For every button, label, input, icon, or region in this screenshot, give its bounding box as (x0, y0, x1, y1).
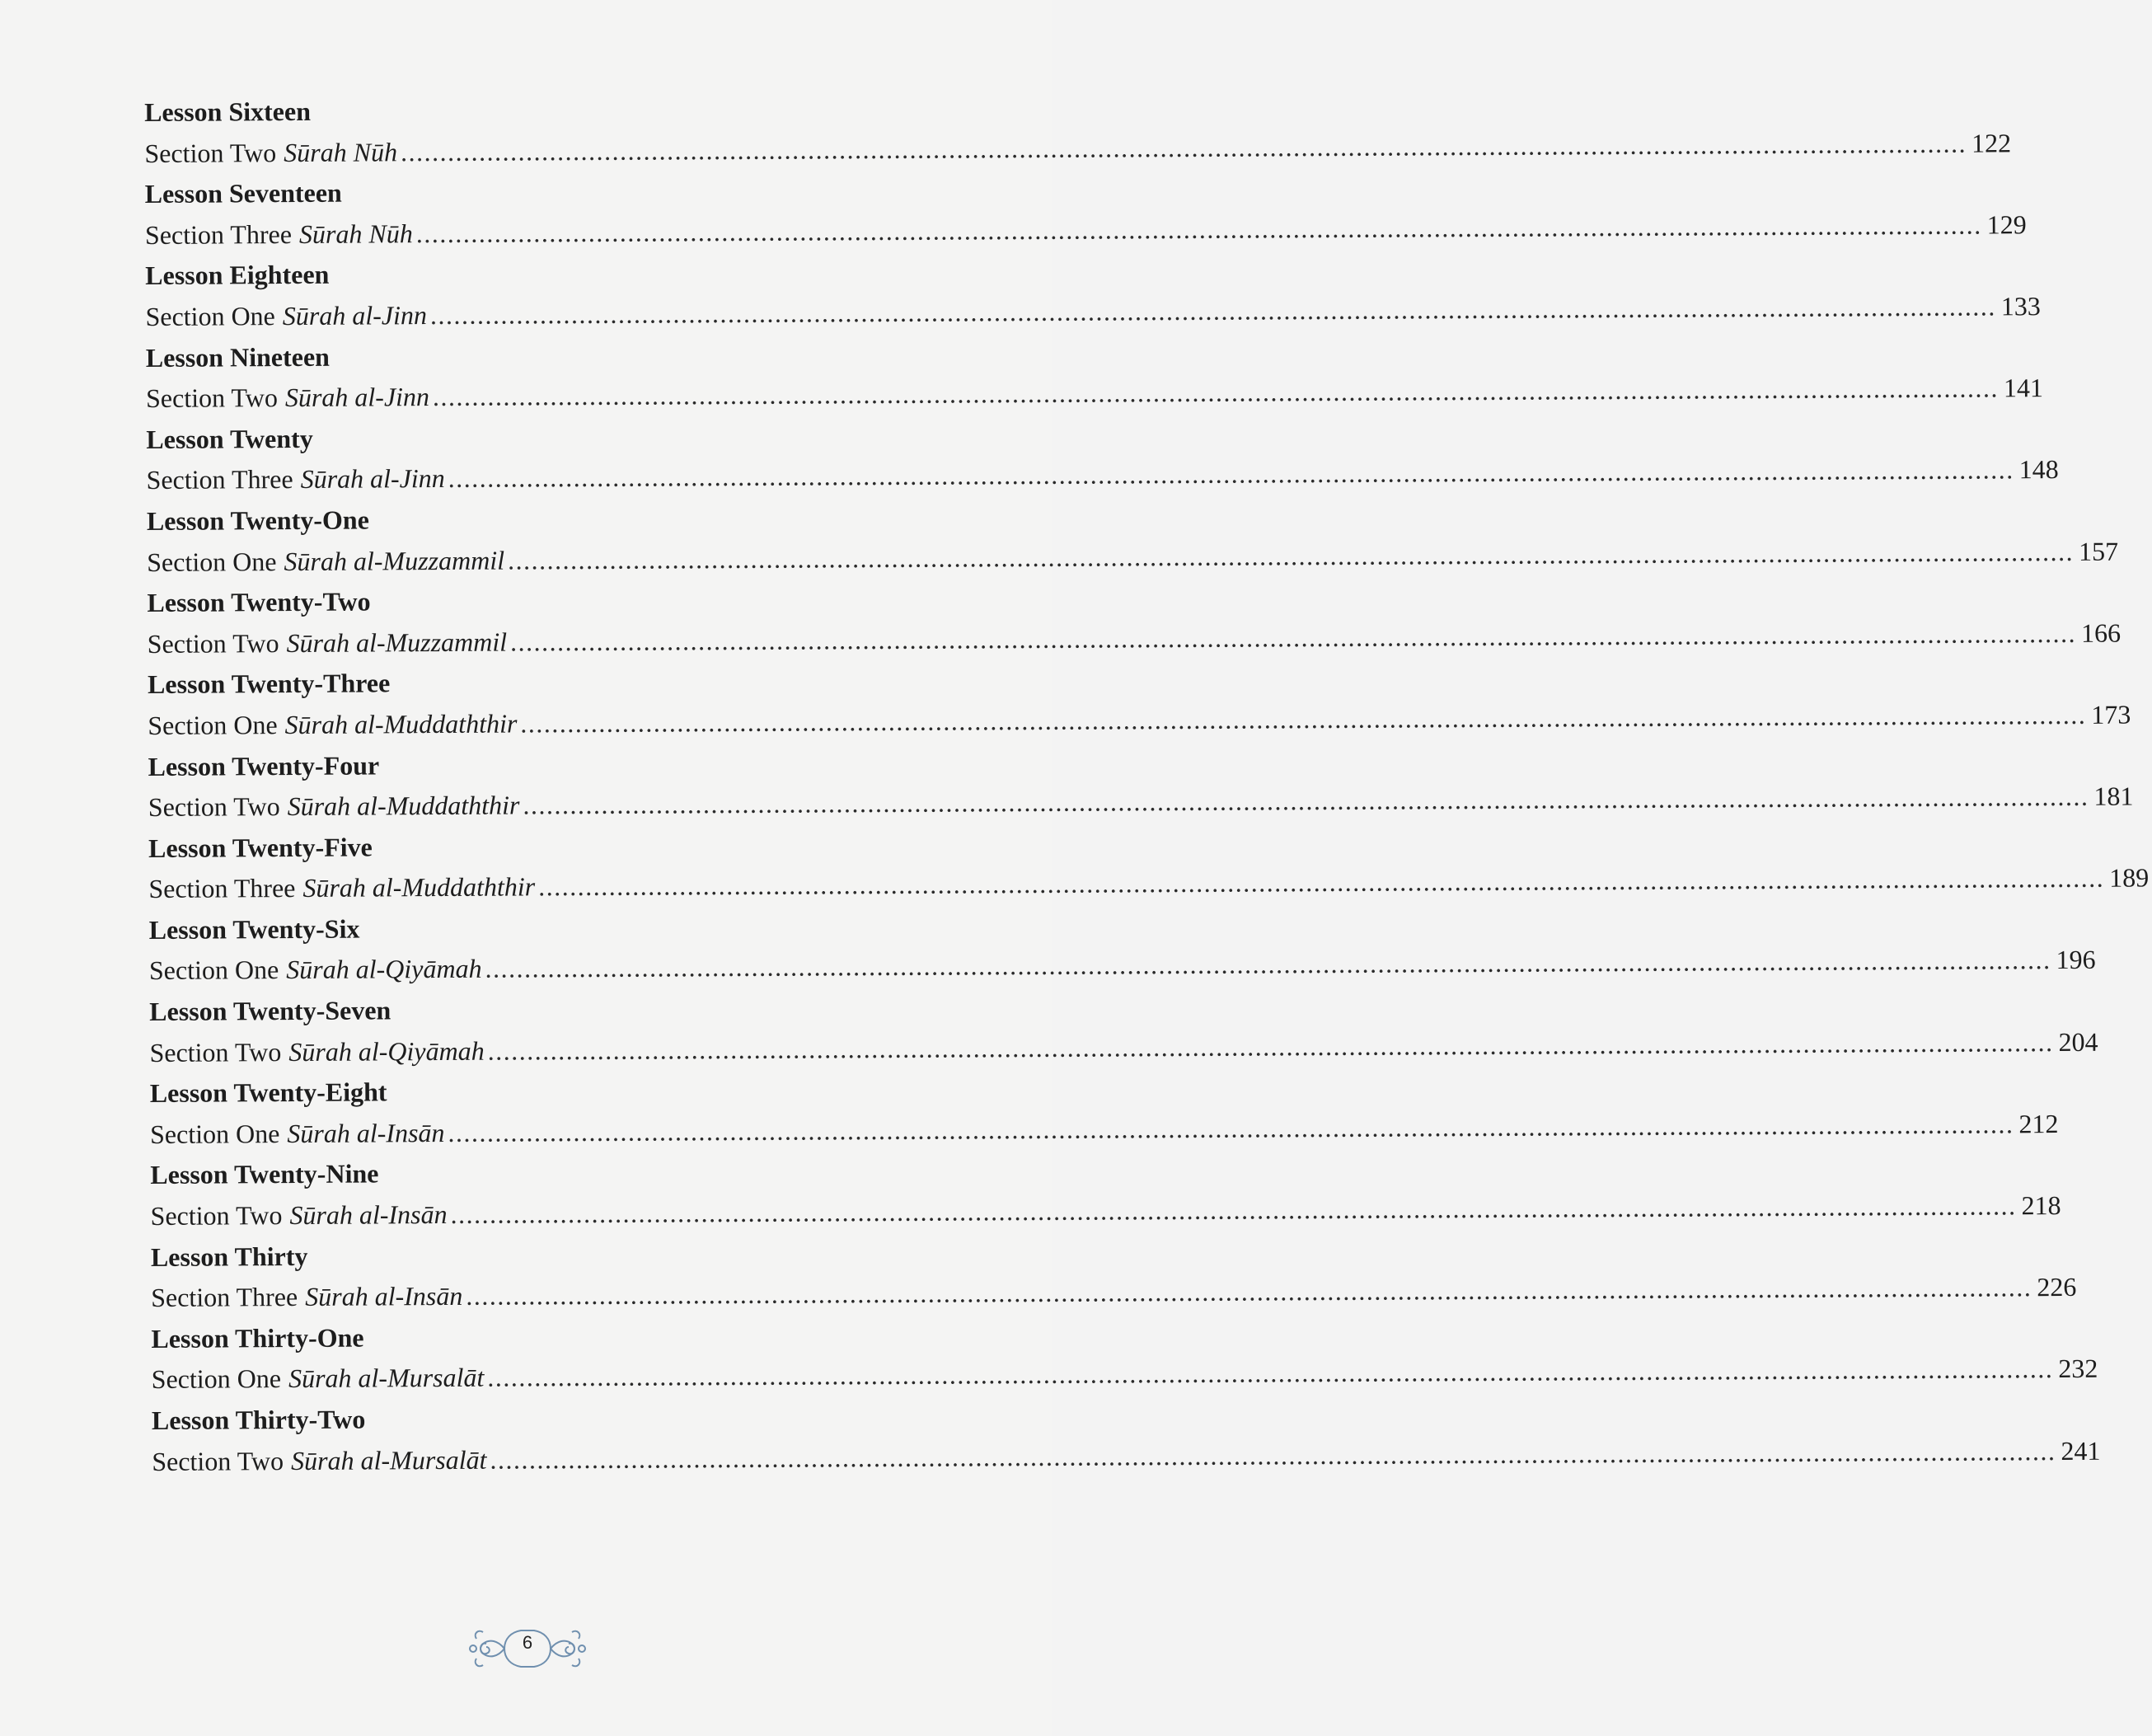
section-label: Section Three (146, 464, 293, 495)
lesson-title: Lesson Nineteen (145, 341, 331, 373)
page-reference: 129 (1986, 209, 2027, 240)
toc-entry (151, 1396, 2101, 1482)
section-label: Section Two (149, 1036, 282, 1067)
lesson-title: Lesson Twenty-Six (148, 913, 360, 945)
lesson-title: Lesson Twenty-Four (148, 749, 380, 781)
page-reference: 181 (2093, 781, 2134, 811)
dot-leader: ........................................................................................................................................................................................................ (448, 454, 2014, 494)
section-line[interactable] (145, 291, 2041, 338)
page-reference: 212 (2018, 1108, 2059, 1139)
surah-name: Sūrah al-Muddaththir (287, 790, 520, 822)
toc-entry (146, 497, 2119, 583)
page-reference: 148 (2018, 454, 2059, 485)
dot-leader: ........................................................................................................................................................................................................ (523, 781, 2089, 820)
section-line[interactable] (152, 1435, 2101, 1482)
section-label: Section One (148, 710, 278, 740)
page-reference: 196 (2056, 945, 2096, 975)
dot-leader: ........................................................................................................................................................................................................ (415, 209, 1982, 248)
surah-name: Sūrah al-Muzzammil (284, 545, 505, 576)
toc-entry (148, 742, 2134, 828)
section-label: Section Two (148, 791, 280, 823)
dot-leader: ........................................................................................................................................................................................................ (510, 617, 2077, 657)
page-reference: 241 (2061, 1435, 2101, 1466)
toc-entry (146, 415, 2059, 501)
section-label: Section Three (148, 873, 296, 904)
section-line[interactable] (147, 536, 2119, 583)
section-label: Section Two (147, 627, 279, 659)
page-number: 6 (522, 1632, 533, 1653)
surah-name: Sūrah al-Jinn (282, 300, 428, 331)
page-reference: 226 (2037, 1272, 2077, 1302)
page-reference: 166 (2080, 617, 2122, 648)
page-reference: 189 (2109, 862, 2150, 893)
surah-name: Sūrah al-Insān (305, 1281, 463, 1312)
toc-entry (150, 1151, 2061, 1236)
dot-leader: ........................................................................................................................................................................................................ (538, 863, 2105, 902)
section-label: Section One (149, 1118, 280, 1149)
dot-leader: ........................................................................................................................................................................................................ (485, 945, 2051, 984)
lesson-title: Lesson Twenty-Eight (149, 1077, 387, 1109)
section-line[interactable] (145, 373, 2044, 420)
page-footer (462, 1616, 593, 1682)
lesson-title: Lesson Twenty (146, 423, 313, 454)
section-line[interactable] (151, 1272, 2077, 1319)
section-label: Section One (145, 301, 275, 331)
lesson-title: Lesson Seventeen (144, 177, 342, 209)
section-line[interactable] (149, 1026, 2098, 1074)
surah-name: Sūrah al-Muddaththir (284, 708, 518, 739)
page-reference: 133 (2000, 291, 2041, 321)
section-line[interactable] (146, 454, 2059, 501)
dot-leader: ........................................................................................................................................................................................................ (448, 1109, 2014, 1147)
dot-leader: ........................................................................................................................................................................................................ (490, 1435, 2056, 1475)
section-line[interactable] (150, 1190, 2061, 1237)
lesson-title: Lesson Twenty-Five (148, 832, 373, 863)
section-line[interactable] (144, 209, 2027, 256)
lesson-title: Lesson Thirty-One (151, 1322, 364, 1354)
dot-leader: ........................................................................................................................................................................................................ (450, 1190, 2017, 1229)
page-reference: 141 (2003, 373, 2044, 403)
section-line[interactable] (144, 127, 2012, 175)
surah-name: Sūrah Nūh (284, 136, 398, 167)
surah-name: Sūrah al-Mursalāt (288, 1363, 485, 1394)
toc-entry (147, 579, 2122, 664)
table-of-contents (144, 88, 2150, 1482)
toc-entry (145, 333, 2044, 419)
toc-entry (148, 906, 2096, 992)
dot-leader: ........................................................................................................................................................................................................ (487, 1354, 2054, 1393)
toc-entry (149, 988, 2098, 1073)
section-label: Section One (148, 955, 279, 986)
lesson-title: Lesson Eighteen (145, 260, 330, 291)
page-reference: 204 (2058, 1026, 2098, 1057)
page-reference: 232 (2058, 1354, 2098, 1384)
dot-leader: ........................................................................................................................................................................................................ (520, 699, 2087, 739)
toc-entry (149, 1069, 2059, 1155)
surah-name: Sūrah al-Muddaththir (302, 871, 536, 903)
lesson-title: Lesson Twenty-Seven (149, 995, 391, 1027)
toc-entry (144, 170, 2027, 256)
dot-leader: ........................................................................................................................................................................................................ (432, 373, 2000, 412)
section-line[interactable] (148, 945, 2096, 992)
lesson-title: Lesson Sixteen (144, 96, 312, 127)
surah-name: Sūrah Nūh (298, 218, 413, 249)
surah-name: Sūrah al-Muzzammil (286, 626, 508, 658)
lesson-title: Lesson Twenty-Two (147, 586, 371, 618)
toc-entry (151, 1315, 2098, 1401)
lesson-title: Lesson Twenty-Three (147, 668, 391, 700)
page-reference: 173 (2091, 699, 2131, 730)
surah-name: Sūrah al-Mursalāt (290, 1444, 487, 1476)
lesson-title: Lesson Twenty-One (146, 504, 369, 536)
page-reference: 218 (2021, 1190, 2061, 1221)
section-label: Section One (151, 1363, 282, 1395)
toc-entry (145, 251, 2041, 337)
section-line[interactable] (151, 1354, 2098, 1401)
section-label: Section Two (150, 1200, 283, 1232)
page-reference: 157 (2078, 536, 2119, 566)
lesson-title: Lesson Thirty (150, 1241, 308, 1272)
surah-name: Sūrah al-Qiyāmah (286, 954, 482, 985)
toc-entry (150, 1233, 2077, 1319)
toc-entry (144, 88, 2012, 174)
section-label: Section Three (151, 1282, 298, 1313)
surah-name: Sūrah al-Qiyāmah (288, 1035, 485, 1067)
surah-name: Sūrah al-Insān (287, 1117, 445, 1148)
lesson-title: Lesson Twenty-Nine (150, 1158, 379, 1190)
dot-leader: ........................................................................................................................................................................................................ (487, 1026, 2054, 1066)
section-label: Section One (147, 546, 277, 577)
page-reference: 122 (1971, 127, 2012, 158)
section-label: Section Two (152, 1445, 284, 1476)
section-line[interactable] (147, 617, 2122, 665)
surah-name: Sūrah al-Insān (289, 1199, 448, 1231)
section-line[interactable] (149, 1108, 2059, 1156)
surah-name: Sūrah al-Jinn (300, 463, 445, 495)
section-label: Section Two (144, 137, 277, 168)
section-line[interactable] (148, 781, 2134, 828)
surah-name: Sūrah al-Jinn (284, 382, 430, 413)
section-line[interactable] (148, 699, 2131, 747)
section-line[interactable] (148, 862, 2150, 910)
lesson-title: Lesson Thirty-Two (151, 1404, 366, 1435)
dot-leader: ........................................................................................................................................................................................................ (507, 536, 2075, 575)
section-label: Section Three (144, 218, 293, 250)
section-label: Section Two (145, 382, 278, 414)
toc-entry (147, 660, 2131, 746)
dot-leader: ........................................................................................................................................................................................................ (466, 1272, 2032, 1311)
dot-leader: ........................................................................................................................................................................................................ (429, 291, 1996, 331)
dot-leader: ........................................................................................................................................................................................................ (400, 128, 1967, 167)
toc-entry (148, 824, 2150, 910)
